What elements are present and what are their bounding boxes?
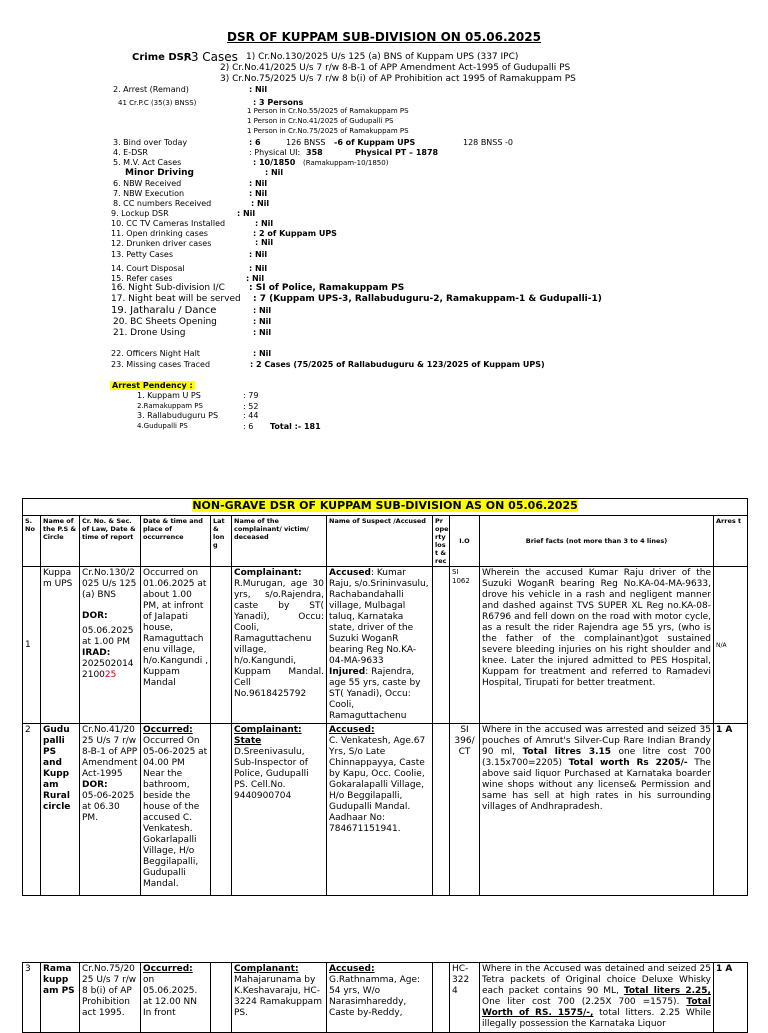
row-sno: 2 [23, 724, 41, 896]
row-property [433, 963, 450, 1033]
column-header: Date & time and place of occurrence [141, 516, 211, 567]
open-drinking-value: : 2 of Kuppam UPS [253, 229, 337, 238]
facts-total-liters: Total liters 2.25, [623, 986, 711, 996]
arrest-value: : Nil [249, 85, 268, 94]
crime-dsr-line: 2) Cr.No.41/2025 U/s 7 r/w 8-B-1 of APP Amendment Act-1995 of Gudupalli PS [220, 63, 571, 73]
row-sno: 3 [23, 963, 41, 1033]
row-complainant [232, 963, 327, 1033]
accused-label: Accused [329, 568, 371, 578]
night-beat-value: : 7 (Kuppam UPS-3, Rallabuduguru-2, Ramakuppam-1 & Gudupalli-1) [253, 294, 602, 304]
column-header: Cr. No. & Sec. of Law, Date & time of report [80, 516, 141, 567]
cctv-label: 10. CC TV Cameras Installed [111, 219, 226, 228]
pendency-count: : 52 [243, 402, 259, 411]
row-arrest: N/A [714, 567, 748, 724]
edsr-pt: Physical PT – 1878 [355, 148, 439, 157]
facts-text: Where in the Accused was detained and seized 25 Tetra packets of Original choice Deluxe Whisky each packet contains 90 ML, [482, 964, 711, 996]
crime-dsr-count: : 3 Cases [183, 50, 238, 64]
accused-text: : Kumar Raju, s/o.Srininvasulu, Rachabandahalli village, Mulbagal taluq, Karnataka state, driver of the Suzuki WoganR bearing Reg No.KA-04-MA-9633 [329, 568, 429, 666]
facts-total-litres: Total litres 3.15 [522, 747, 612, 757]
crno-text: Cr.No.41/20 25 U/s 7 r/w 8-B-1 of APP Amendment Act-1995 [82, 725, 138, 779]
row-property [433, 724, 450, 896]
row-ps: Rama kupp am PS [41, 963, 80, 1033]
refer-value: : Nil [246, 274, 265, 283]
bind-value-ups: -6 of Kuppam UPS [334, 138, 416, 147]
row-ps: Gudu palli PS and Kupp am Rural circle [41, 724, 80, 896]
bind-value-128: 128 BNSS -0 [463, 138, 513, 147]
bc-sheets-label: 20. BC Sheets Opening [113, 317, 217, 327]
row-facts [480, 963, 714, 1033]
drunken-driver-label: 12. Drunken driver cases [111, 239, 212, 248]
row-latlong [211, 963, 232, 1033]
crpc-label: 41 Cr.P.C (35(3) BNSS) [118, 99, 197, 107]
facts-total-worth: Total Worth of RS. 1575/-, [482, 997, 711, 1018]
pendency-ps: 3. Rallabuduguru PS [137, 411, 219, 420]
drone-value: : Nil [253, 328, 272, 337]
facts-cost: One liter cost 700 (2.25X 700 =1575). [482, 997, 680, 1007]
column-header: Pr ope rty los t & rec [433, 516, 450, 567]
nbw-received-label: 6. NBW Received [113, 179, 182, 188]
crime-dsr-label: Crime DSR [132, 52, 192, 63]
missing-value: : 2 Cases (75/2025 of Rallabuduguru & 123/2025 of Kuppam UPS) [250, 360, 545, 369]
facts-text-2: The above said liquor Purchased at Karnataka boarder wine shops without any license& Permission and same has sell at high rates in his surrounding villages of Andhrapradesh. [482, 758, 711, 812]
column-header: I.O [450, 516, 480, 567]
column-header: Name of Suspect /Accused [327, 516, 433, 567]
column-header: Lat & lon g [211, 516, 232, 567]
night-ic-value: : SI of Police, Ramakuppam PS [249, 283, 405, 293]
row-io: SI 1062 [450, 567, 480, 724]
row-accused [327, 724, 433, 896]
row-ps: Kuppa m UPS [41, 567, 80, 724]
column-header: S. No [23, 516, 41, 567]
table-row [23, 724, 748, 896]
missing-label: 23. Missing cases Traced [111, 360, 211, 369]
cc-label: 8. CC numbers Received [113, 199, 212, 208]
bind-value-bnss: 126 BNSS [286, 138, 326, 147]
mv-detail: (Ramakuppam-10/1850) [303, 159, 389, 167]
dor-label: DOR: [82, 780, 108, 790]
minor-label: Minor Driving [125, 168, 194, 178]
arrest-label: 2. Arrest (Remand) [113, 85, 189, 94]
injured-label: Injured [329, 667, 366, 677]
accused-text: G.Rathnamma, Age: 54 yrs, W/o Narasimhareddy, Caste by-Reddy, [329, 975, 421, 1018]
non-grave-dsr-table-continued [22, 962, 748, 1033]
arrest-pendency-label: Arrest Pendency : [112, 381, 193, 390]
row-complainant [232, 567, 327, 724]
person-line: 1 Person in Cr.No.55/2025 of Ramakuppam PS [247, 107, 409, 115]
complainant-label: Complainant: [234, 568, 302, 578]
petty-value: : Nil [249, 250, 268, 259]
night-ic-label: 16. Night Sub-division I/C [111, 283, 225, 293]
open-drinking-label: 11. Open drinking cases [111, 229, 208, 238]
irad-number: 202502014 2100 [82, 659, 134, 680]
facts-text-2: total litters. 2.25 While illegally possession the Karnataka Liquor [482, 1008, 711, 1029]
pendency-total: Total :- 181 [270, 422, 321, 431]
bind-value: : 6 [249, 138, 261, 147]
mv-label: 5. M.V. Act Cases [113, 158, 182, 167]
pendency-count: : 79 [243, 391, 259, 400]
accused-label: Accused: [329, 725, 375, 735]
occurred-label: Occurred: [143, 725, 193, 735]
row-facts [480, 724, 714, 896]
pendency-ps: 2.Ramakuppam PS [137, 402, 203, 410]
edsr-ui-label: : Physical UI: [249, 148, 301, 157]
accused-label: Accused: [329, 964, 375, 974]
row-occurrence: Occurred on 01.06.2025 at about 1.00 PM, at infront of Jalapati house, Ramaguttach enu village, h/o.Kangundi , Kuppam Mandal [141, 567, 211, 724]
occurred-label: Occurred: [143, 964, 193, 974]
occurred-text: Occurred On 05-06-2025 at 04.00 PM Near the bathroom, beside the house of the accused C. Venkatesh. Gokarlapalli Village, H/o Beggilapalli, Gudupalli Mandal. [143, 736, 208, 889]
row-arrest: 1 A [714, 963, 748, 1033]
column-header: Name of the P.S & Circle [41, 516, 80, 567]
crime-dsr-line: 1) Cr.No.130/2025 U/s 125 (a) BNS of Kuppam UPS (337 IPC) [246, 52, 519, 62]
table-title: NON-GRAVE DSR OF KUPPAM SUB-DIVISION AS ON 05.06.2025 [192, 499, 578, 512]
row-property [433, 567, 450, 724]
row-io: SI 396/ CT [450, 724, 480, 896]
lockup-label: 9. Lockup DSR [111, 209, 169, 218]
dor-value: 05.06.2025 at 1.00 PM [82, 626, 134, 647]
complainant-text: D.Sreenivasulu, Sub-Inspector of Police, Gudupalli PS. Cell.No. 9440900704 [234, 747, 309, 801]
row-crno: Cr.No.75/20 25 U/s 7 r/w 8 b(i) of AP Prohibition act 1995. [80, 963, 141, 1033]
mv-value: : 10/1850 [253, 158, 296, 167]
drunken-driver-value: : Nil [255, 238, 274, 247]
page-title: DSR OF KUPPAM SUB-DIVISION ON 05.06.2025 [227, 30, 541, 44]
night-beat-label: 17. Night beat will be served [111, 294, 241, 304]
lockup-value: : Nil [237, 209, 256, 218]
table-row [23, 963, 748, 1033]
row-latlong [211, 724, 232, 896]
non-grave-dsr-table [22, 498, 748, 896]
refer-label: 15. Refer cases [111, 274, 173, 283]
row-io: HC-322 4 [450, 963, 480, 1033]
row-latlong [211, 567, 232, 724]
complainant-label: Complainant: State [234, 725, 302, 746]
column-header: Brief facts (not more than 3 to 4 lines) [480, 516, 714, 567]
bc-sheets-value: : Nil [253, 317, 272, 326]
cc-value: : Nil [251, 199, 270, 208]
irad-label: IRAD: [82, 648, 111, 658]
complainant-text: R.Murugan, age 30 yrs, s/o.Rajendra, caste by ST( Yanadi), Occu: Cooli, Ramaguttachenu village, h/o.Kangundi, Kuppam Mandal. Cell No.9618425792 [234, 579, 324, 699]
table-header-row [23, 516, 748, 567]
pendency-ps: 1. Kuppam U PS [137, 391, 201, 400]
drone-label: 21. Drone Using [113, 328, 186, 338]
person-line: 1 Person in Cr.No.75/2025 of Ramakuppam PS [247, 127, 409, 135]
cctv-value: : Nil [255, 219, 274, 228]
column-header: Name of the complainant/ victim/ deceased [232, 516, 327, 567]
row-crno [80, 724, 141, 896]
facts-total-worth: Total worth Rs 2205/- [568, 758, 688, 768]
pendency-count: : 6 [243, 422, 254, 431]
row-occurrence [141, 963, 211, 1033]
officers-halt-label: 22. Officers Night Halt [111, 349, 200, 358]
minor-value: : Nil [265, 168, 284, 177]
irad-number-suffix: 25 [104, 670, 117, 680]
officers-halt-value: : Nil [253, 349, 272, 358]
dor-label: DOR: [82, 611, 108, 621]
row-accused [327, 963, 433, 1033]
pendency-count: : 44 [243, 411, 259, 420]
column-header: Arres t [714, 516, 748, 567]
pendency-ps: 4.Gudupalli PS [137, 422, 188, 430]
row-accused [327, 567, 433, 724]
table-title-cell [23, 499, 748, 516]
table-row [23, 567, 748, 724]
court-value: : Nil [249, 264, 268, 273]
row-complainant [232, 724, 327, 896]
complainant-text: Mahajarunama by K.Keshavaraju, HC-3224 Ramakuppam PS. [234, 975, 322, 1018]
jatharalu-value: : Nil [253, 306, 272, 315]
edsr-label: 4. E-DSR [113, 148, 148, 157]
complainant-label: Complanant: [234, 964, 299, 974]
person-line: 1 Person in Cr.No.41/2025 of Gudupalli PS [247, 117, 394, 125]
row-sno: 1 [23, 567, 41, 724]
crpc-value: : 3 Persons [253, 98, 304, 107]
crno-text: Cr.No.130/2 025 U/s 125 (a) BNS [82, 568, 137, 600]
irad-value [82, 659, 138, 681]
bind-label: 3. Bind over Today [113, 138, 188, 147]
jatharalu-label: 19. Jatharalu / Dance [111, 305, 217, 316]
nbw-execution-label: 7. NBW Execution [113, 189, 185, 198]
facts-cost: one litre cost 700 (3.15x700=2205) [482, 747, 711, 768]
row-crno [80, 567, 141, 724]
crime-dsr-line: 3) Cr.No.75/2025 U/s 7 r/w 8 b(i) of AP Prohibition act 1995 of Ramakuppam PS [220, 74, 576, 84]
facts-text: Where in the accused was arrested and seized 35 pouches of Amrut's Silver-Cup Rare Indian Brandy 90 ml, [482, 725, 711, 757]
nbw-execution-value: : Nil [249, 189, 268, 198]
injured-text: : Rajendra, age 55 yrs, caste by ST( Yanadi), Occu: Cooli, Ramaguttachenu [329, 667, 421, 721]
dor-value: 05-06-2025 at 06.30 PM. [82, 791, 135, 823]
edsr-ui-value: 358 [306, 148, 323, 157]
row-occurrence [141, 724, 211, 896]
occurred-text: on 05.06.2025. at 12.00 NN In front [143, 975, 198, 1018]
row-arrest: 1 A [714, 724, 748, 896]
court-label: 14. Court Disposal [111, 264, 185, 273]
row-facts: Wherein the accused Kumar Raju driver of the Suzuki WoganR bearing Reg No.KA-04-MA-9633, drove his vehicle in a rash and negligent manner and dashed against TVS SUPER XL Reg no.KA-08-R6796 and fell down on the road with motor cycle, as a result the rider Rajendra age 55 yrs, (who is the father of the complainant)got sustained severe bleeding injuries on his right shoulder and knee. Later the injured admitted to PES Hospital, Kuppam for treatment and referred to Ramadevi Hospital, Tirupati for better treatment. [480, 567, 714, 724]
nbw-received-value: : Nil [249, 179, 268, 188]
petty-label: 13. Petty Cases [111, 250, 174, 259]
accused-text: C. Venkatesh, Age.67 Yrs, S/o Late Chinnappayya, Caste by Kapu, Occ. Coolie, Gokaralapalli Village, H/o Beggilapalli, Gudupalli Mandal. Aadhaar No: 784671151941. [329, 736, 426, 834]
